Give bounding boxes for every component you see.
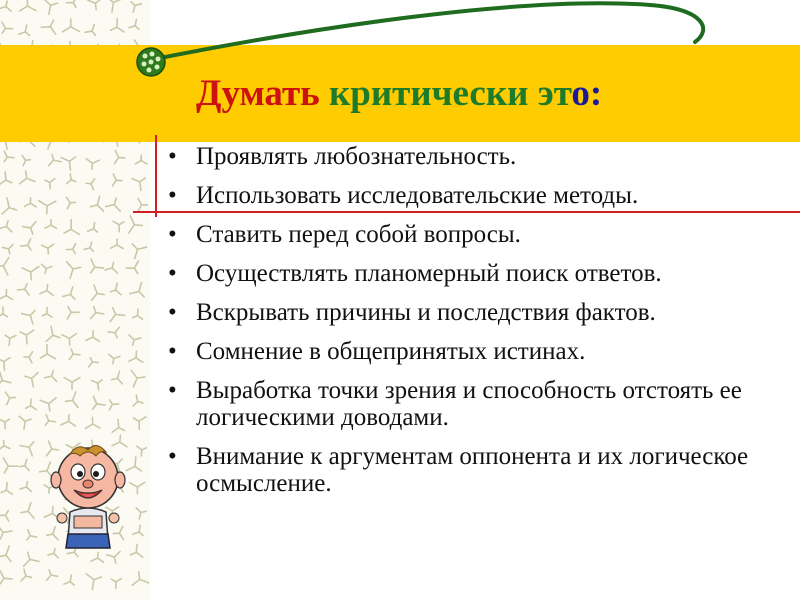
bullet-text: Выработка точки зрения и способность отстоять ее логическими доводами. [196,377,742,431]
bullet-dot-icon: • [168,443,177,470]
bullet-text: Использовать исследовательские методы. [196,182,639,209]
title-word-3b: о: [571,73,603,114]
bullet-dot-icon: • [168,260,177,287]
bullet-item [168,143,788,170]
title-word-3a: эт [537,73,572,114]
bullet-item [168,377,788,431]
slide-title [196,64,602,124]
bullet-dot-icon: • [168,143,177,170]
bullet-text: Осуществлять планомерный поиск ответов. [196,260,662,287]
bullet-item [168,260,788,287]
bullet-text: Сомнение в общепринятых истинах. [196,338,586,365]
green-dotted-ball-icon [134,45,168,79]
bullet-list [168,143,788,509]
bullet-item [168,221,788,248]
title-word-1: Думать [196,73,320,114]
bullet-text: Проявлять любознательность. [196,143,517,170]
bullet-text: Ставить перед собой вопросы. [196,221,521,248]
red-vertical-rule [155,135,157,217]
bullet-text: Вскрывать причины и последствия фактов. [196,299,656,326]
bullet-item [168,299,788,326]
title-word-3 [538,73,603,114]
bullet-dot-icon: • [168,338,177,365]
title-word-2: критически [328,73,529,114]
cartoon-boy-icon [48,440,128,550]
bullet-dot-icon: • [168,182,177,209]
bullet-dot-icon: • [168,377,177,404]
bullet-item [168,182,788,209]
bullet-dot-icon: • [168,221,177,248]
bullet-dot-icon: • [168,299,177,326]
bullet-item [168,443,788,497]
bullet-text: Внимание к аргументам оппонента и их логическое осмысление. [196,443,749,497]
bullet-item [168,338,788,365]
